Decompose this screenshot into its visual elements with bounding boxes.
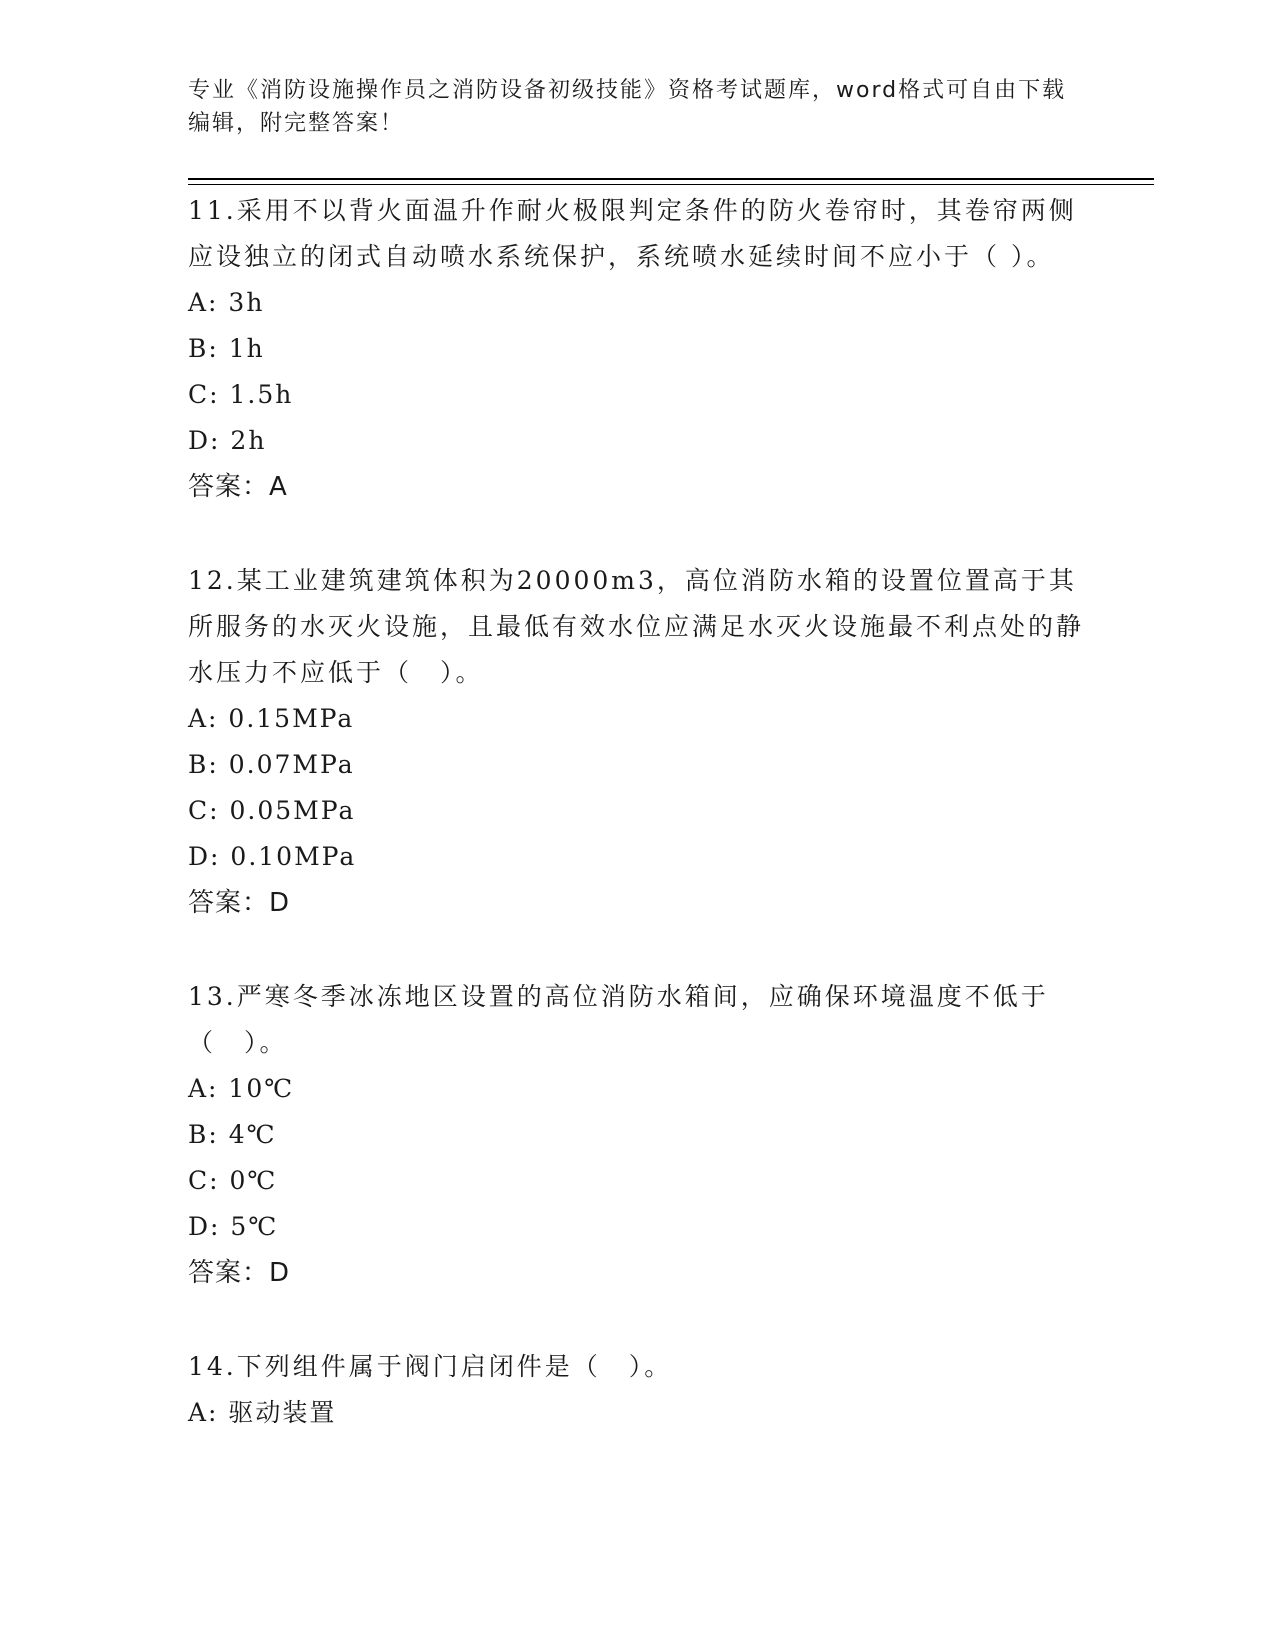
document-header: 专业《消防设施操作员之消防设备初级技能》资格考试题库，word格式可自由下载编辑，附完整答案！ (188, 78, 1067, 136)
answer: 答案：D (188, 888, 291, 918)
option-c: C: 0.05MPa (188, 796, 356, 825)
answer: 答案：D (188, 1258, 291, 1288)
option-d: D: 2h (188, 426, 267, 455)
question-stem: 12.某工业建筑建筑体积为20000m3，高位消防水箱的设置位置高于其所服务的水灭火设施，且最低有效水位应满足水灭火设施最不利点处的静水压力不应低于（ ）。 (188, 566, 1085, 687)
question-11 (188, 188, 1088, 510)
header-rule-thin (188, 184, 1154, 185)
question-stem: 14.下列组件属于阀门启闭件是（ ）。 (188, 1352, 673, 1381)
question-stem: 11.采用不以背火面温升作耐火极限判定条件的防火卷帘时，其卷帘两侧应设独立的闭式自动喷水系统保护，系统喷水延续时间不应小于（ ）。 (188, 196, 1077, 271)
option-b: B: 4℃ (188, 1120, 277, 1149)
question-list (188, 188, 1088, 1436)
option-a: A: 驱动装置 (188, 1398, 337, 1427)
option-a: A: 0.15MPa (188, 704, 355, 733)
option-a: A: 10℃ (188, 1074, 295, 1103)
option-d: D: 0.10MPa (188, 842, 357, 871)
header-rule-thick (188, 178, 1154, 180)
option-a: A: 3h (188, 288, 265, 317)
option-b: B: 1h (188, 334, 265, 363)
question-stem: 13.严寒冬季冰冻地区设置的高位消防水箱间，应确保环境温度不低于（ ）。 (188, 982, 1049, 1057)
question-13 (188, 974, 1088, 1296)
option-d: D: 5℃ (188, 1212, 279, 1241)
question-14 (188, 1344, 1088, 1436)
option-c: C: 0℃ (188, 1166, 278, 1195)
answer: 答案：A (188, 472, 288, 502)
question-12 (188, 558, 1088, 926)
option-b: B: 0.07MPa (188, 750, 355, 779)
option-c: C: 1.5h (188, 380, 294, 409)
